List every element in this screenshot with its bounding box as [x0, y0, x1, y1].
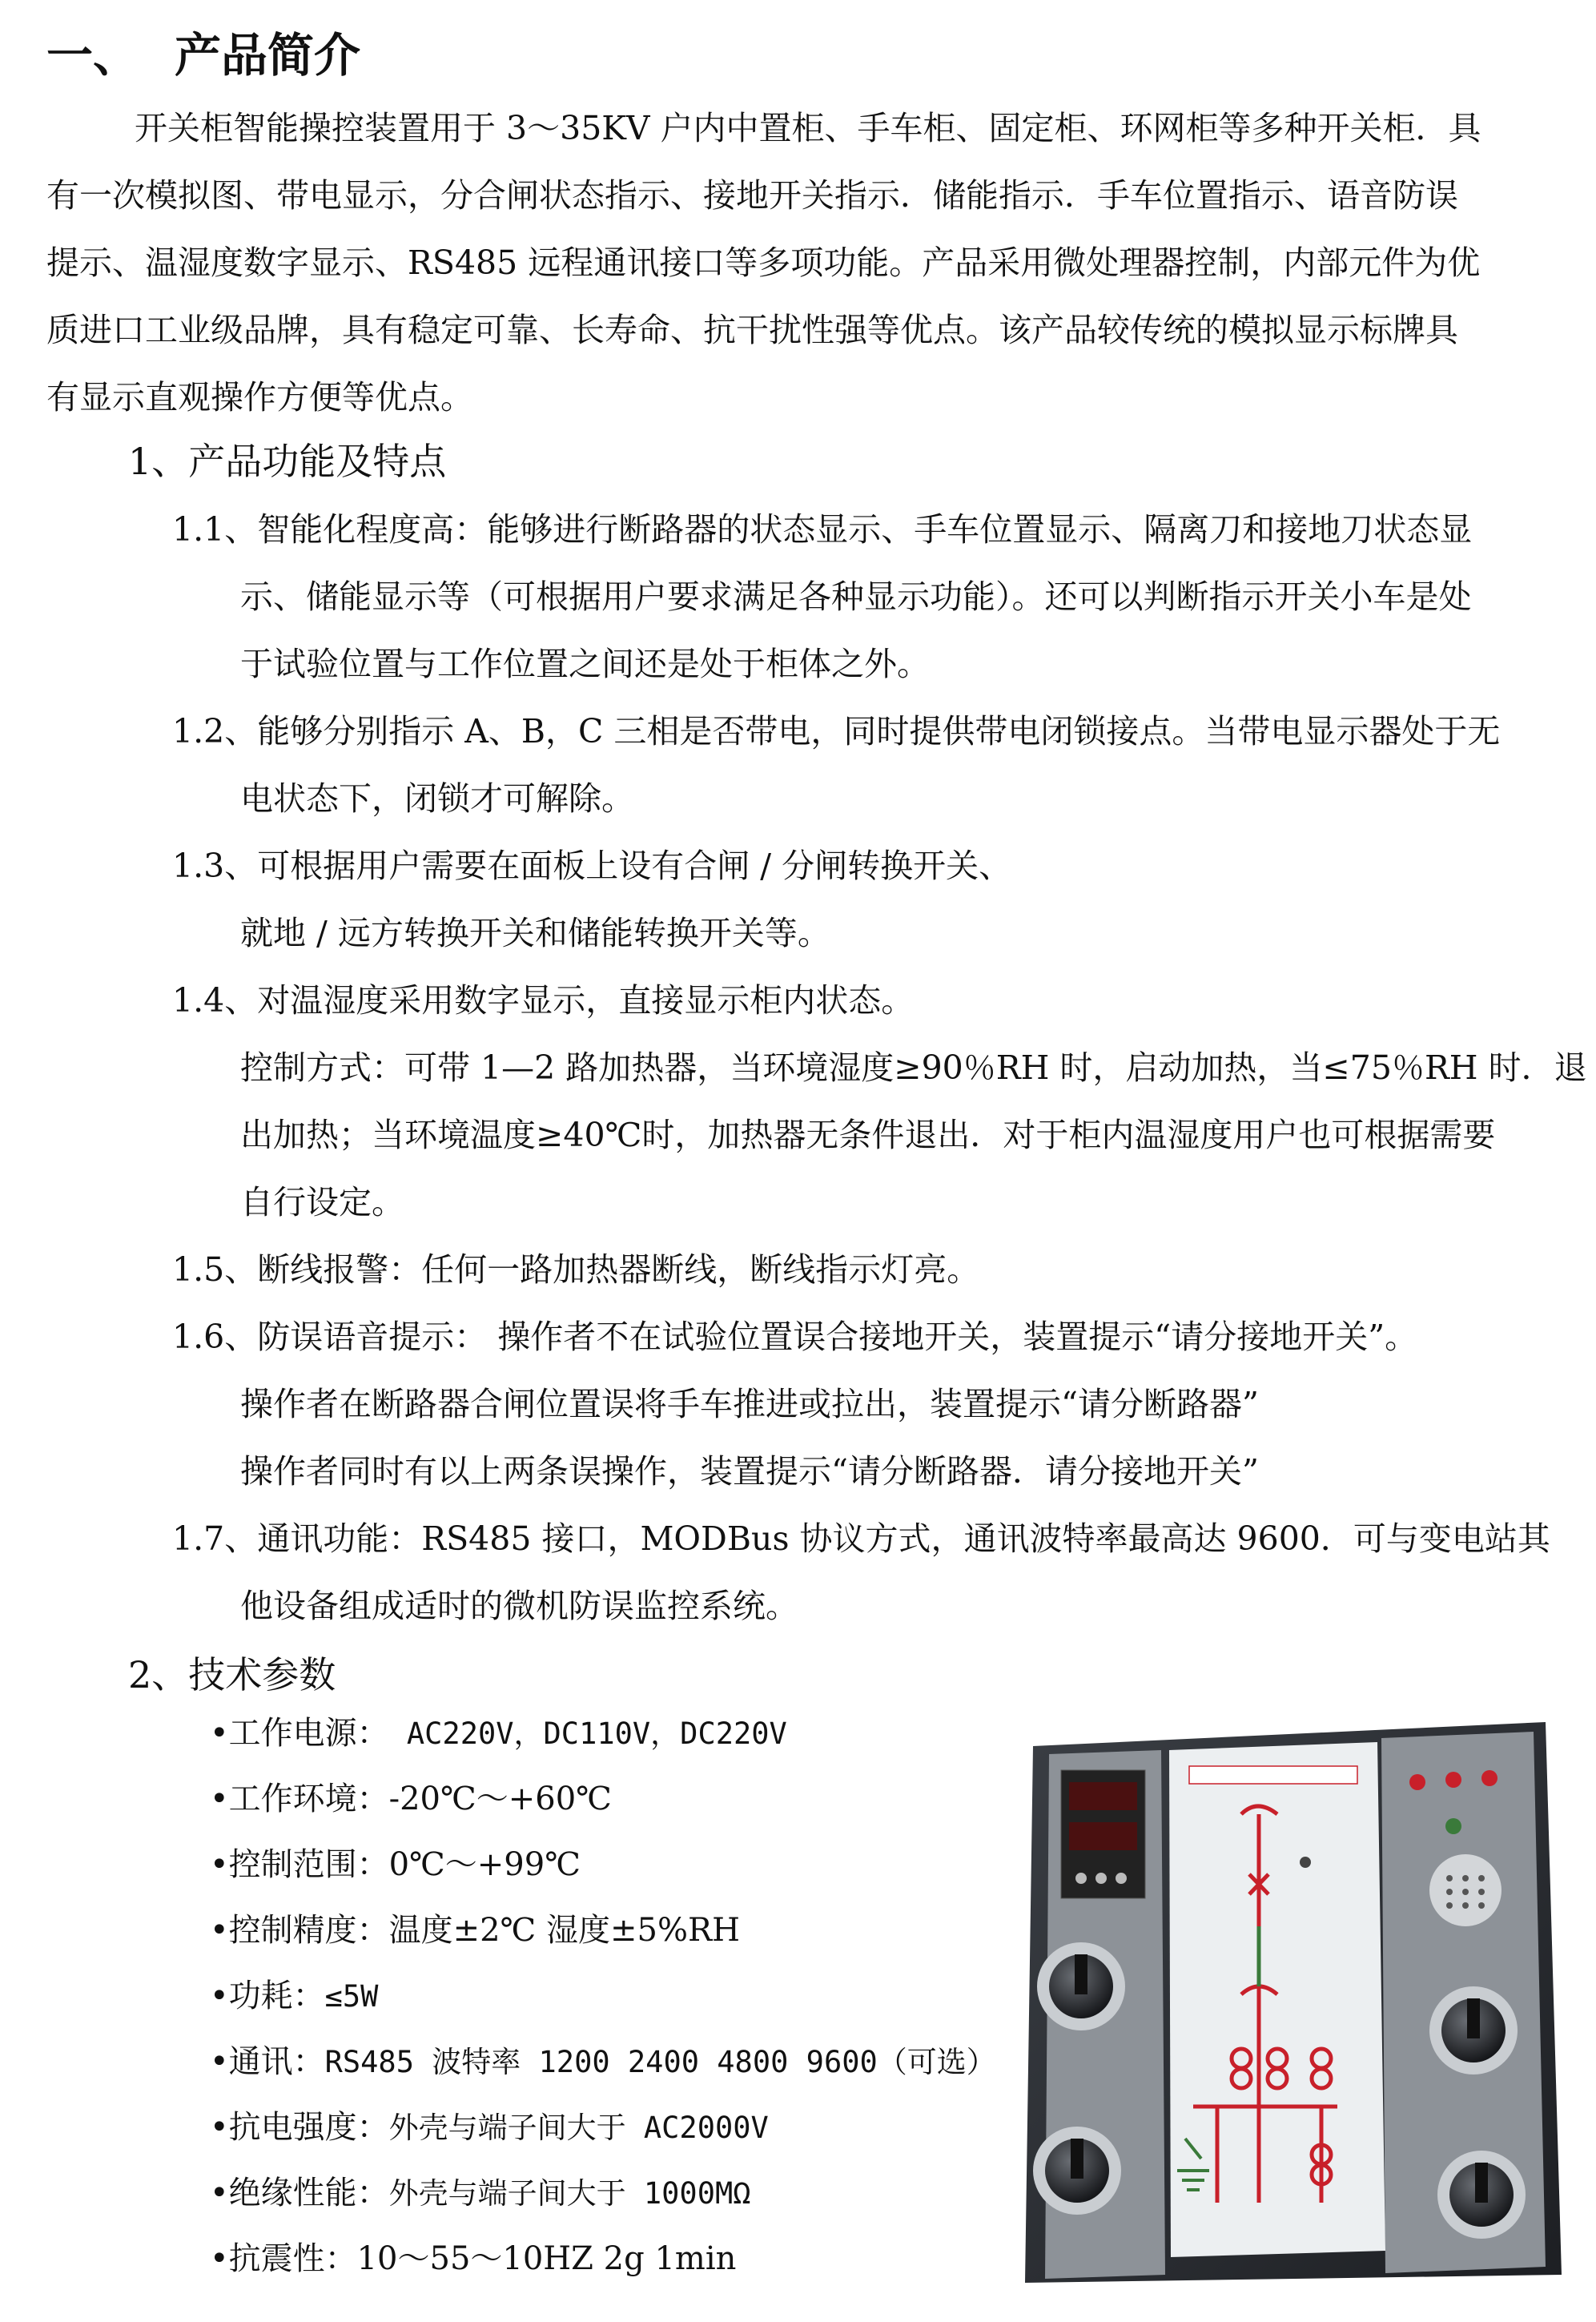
section-number: 一、: [46, 28, 140, 82]
spec-communication: [210, 2036, 996, 2082]
feature-1-6-line-3: 操作者同时有以上两条误操作，装置提示“请分断路器．请分接地开关”: [240, 1452, 1259, 1491]
intro-line-2: 有一次模拟图、带电显示，分合闸状态指示、接地开关指示．储能指示．手车位置指示、语音防误: [46, 176, 1458, 215]
spec-label: •工作电源：: [210, 1715, 389, 1752]
spec-label: •绝缘性能：: [210, 2175, 389, 2211]
spec-value: ≤5W: [324, 1979, 379, 2014]
spec-power-consumption: [210, 1970, 378, 2016]
spec-label: •控制范围：: [210, 1846, 389, 1883]
spec-power: [210, 1708, 787, 1753]
spec-label: •通讯：: [210, 2043, 325, 2080]
spec-label: •抗震性：: [210, 2240, 357, 2277]
feature-1-3-line-2: 就地 / 远方转换开关和储能转换开关等。: [240, 914, 830, 952]
spec-label: •功耗：: [210, 1978, 325, 2014]
product-photo: [1001, 1722, 1566, 2283]
led-red-icon: [1409, 1774, 1425, 1790]
spec-label: •抗电强度：: [210, 2109, 389, 2146]
feature-1-7-line-2: 他设备组成适时的微机防误监控系统。: [240, 1587, 798, 1625]
intro-line-1: 开关柜智能操控装置用于 3～35KV 户内中置柜、手车柜、固定柜、环网柜等多种开关柜．具: [135, 109, 1481, 147]
spec-value: 外壳与端子间大于 1000MΩ: [388, 2176, 751, 2211]
feature-1-4-line-4: 自行设定。: [240, 1183, 404, 1221]
feature-1-1-line-3: 于试验位置与工作位置之间还是处于柜体之外。: [240, 645, 930, 683]
feature-1-4-line-1: 1.4、对温湿度采用数字显示，直接显示柜内状态。: [172, 981, 915, 1020]
led-green-icon: [1445, 1818, 1461, 1834]
spec-insulation: [210, 2167, 751, 2213]
features-heading: 1、产品功能及特点: [128, 440, 447, 483]
spec-dielectric-strength: [210, 2102, 769, 2147]
feature-1-1-line-2: 示、储能显示等（可根据用户要求满足各种显示功能）。还可以判断指示开关小车是处: [240, 577, 1472, 616]
spec-value: 温度±2℃ 湿度±5%RH: [388, 1912, 740, 1949]
intro-line-5: 有显示直观操作方便等优点。: [46, 378, 473, 417]
spec-value: 0℃～+99℃: [388, 1846, 581, 1883]
spec-value: AC220V，DC110V，DC220V: [388, 1716, 787, 1751]
intro-line-3: 提示、温湿度数字显示、RS485 远程通讯接口等多项功能。产品采用微处理器控制，内部元件为优: [46, 243, 1481, 282]
spec-value: 外壳与端子间大于 AC2000V: [388, 2111, 769, 2145]
spec-vibration: [210, 2233, 736, 2279]
spec-value: RS485 波特率 1200 2400 4800 9600（可选）: [324, 2045, 996, 2079]
feature-1-2-line-1: 1.2、能够分别指示 A、B，C 三相是否带电，同时提供带电闭锁接点。当带电显示器处于无: [172, 712, 1501, 751]
feature-1-4-line-3: 出加热；当环境温度≥40℃时，加热器无条件退出．对于柜内温湿度用户也可根据需要: [240, 1116, 1496, 1154]
spec-label: •控制精度：: [210, 1912, 389, 1949]
feature-1-1-line-1: 1.1、智能化程度高：能够进行断路器的状态显示、手车位置显示、隔离刀和接地刀状态显: [172, 510, 1473, 549]
spec-environment: [210, 1773, 612, 1819]
spec-control-precision: [210, 1905, 740, 1950]
selector-knob-icon: [1037, 1942, 1125, 2030]
feature-1-3-line-1: 1.3、可根据用户需要在面板上设有合闸 / 分闸转换开关、: [172, 847, 1012, 885]
spec-value: 10～55～10HZ 2g 1min: [356, 2240, 737, 2277]
spec-label: •工作环境：: [210, 1781, 389, 1817]
feature-1-5-line-1: 1.5、断线报警：任何一路加热器断线，断线指示灯亮。: [172, 1250, 980, 1289]
feature-1-6-line-2: 操作者在断路器合闸位置误将手车推进或拉出，装置提示“请分断路器”: [240, 1385, 1259, 1423]
feature-1-6-line-1: 1.6、防误语音提示： 操作者不在试验位置误合接地开关，装置提示“请分接地开关”。: [172, 1318, 1418, 1356]
spec-control-range: [210, 1839, 581, 1885]
feature-1-7-line-1: 1.7、通讯功能：RS485 接口，MODBus 协议方式，通讯波特率最高达 9600．可与变电站其: [172, 1519, 1550, 1558]
specs-heading: 2、技术参数: [128, 1653, 336, 1696]
feature-1-2-line-2: 电状态下，闭锁才可解除。: [240, 779, 634, 818]
feature-1-4-line-2: 控制方式：可带 1—2 路加热器，当环境湿度≥90％RH 时，启动加热，当≤75％RH 时．退: [240, 1048, 1587, 1087]
section-heading: [46, 18, 360, 85]
spec-value: -20℃～+60℃: [388, 1781, 612, 1817]
section-title: 产品简介: [175, 28, 361, 82]
intro-line-4: 质进口工业级品牌，具有稳定可靠、长寿命、抗干扰性强等优点。该产品较传统的模拟显示标牌具: [46, 311, 1458, 349]
